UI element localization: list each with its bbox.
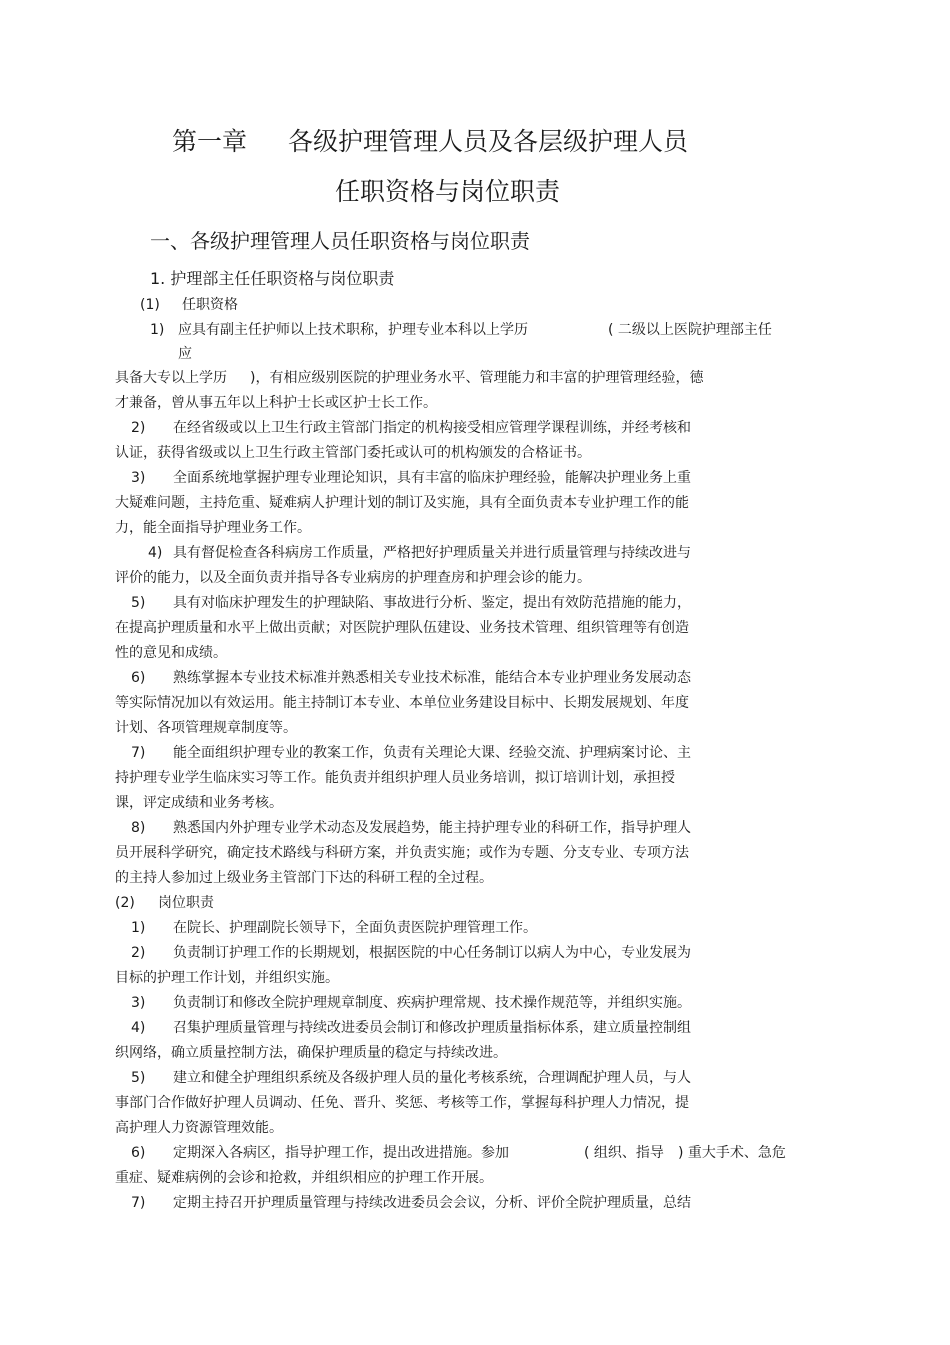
item-line: 能全面组织护理专业的教案工作，负责有关理论大课、经验交流、护理病案讨论、主	[173, 745, 691, 761]
item-line: 在提高护理质量和水平上做出贡献；对医院护理队伍建设、业务技术管理、组织管理等有创造	[115, 620, 689, 636]
item-line: 重症、疑难病例的会诊和抢救，并组织相应的护理工作开展。	[115, 1170, 493, 1186]
item-line: 等实际情况加以有效运用。能主持制订本专业、本单位业务建设目标中、长期发展规划、年度	[115, 695, 689, 711]
item-line: 计划、各项管理规章制度等。	[115, 720, 297, 736]
item-line: 全面系统地掌握护理专业理论知识，具有丰富的临床护理经验，能解决护理业务上重	[173, 470, 691, 486]
item-line: ) 重大手术、急危	[678, 1145, 786, 1161]
item-line: 在院长、护理副院长领导下，全面负责医院护理管理工作。	[173, 920, 537, 936]
item-line: 应具有副主任护师以上技术职称，护理专业本科以上学历	[178, 322, 528, 338]
part1-number: (1)	[140, 297, 160, 313]
item-number: 7)	[131, 1195, 146, 1211]
item-number: 7)	[131, 745, 146, 761]
chapter-title-line1: 各级护理管理人员及各层级护理人员	[288, 127, 689, 156]
item-line: ( 组织、指导	[584, 1145, 664, 1161]
item-line: 具备大专以上学历	[115, 370, 227, 386]
item-line: 应	[178, 346, 192, 362]
item-line: 认证，获得省级或以上卫生行政主管部门委托或认可的机构颁发的合格证书。	[115, 445, 591, 461]
item-number: 1)	[131, 920, 146, 936]
item-number: 4)	[148, 545, 163, 561]
chapter-title-line2: 任职资格与岗位职责	[335, 177, 561, 206]
item-number: 4)	[131, 1020, 146, 1036]
item-line: 事部门合作做好护理人员调动、任免、晋升、奖惩、考核等工作，掌握每科护理人力情况，提	[115, 1095, 689, 1111]
item-line: 定期主持召开护理质量管理与持续改进委员会会议，分析、评价全院护理质量，总结	[173, 1195, 691, 1211]
item-number: 3)	[131, 995, 146, 1011]
item-line: 的主持人参加过上级业务主管部门下达的科研工程的全过程。	[115, 870, 493, 886]
item-line: 在经省级或以上卫生行政主管部门指定的机构接受相应管理学课程训练，并经考核和	[173, 420, 691, 436]
item-line: 熟悉国内外护理专业学术动态及发展趋势，能主持护理专业的科研工作，指导护理人	[173, 820, 691, 836]
item-line: ( 二级以上医院护理部主任	[608, 322, 772, 338]
item-line: 大疑难问题，主持危重、疑难病人护理计划的制订及实施，具有全面负责本专业护理工作的能	[115, 495, 689, 511]
item-line: 织网络，确立质量控制方法，确保护理质量的稳定与持续改进。	[115, 1045, 507, 1061]
item-line: 员开展科学研究，确定技术路线与科研方案，并负责实施；或作为专题、分支专业、专项方法	[115, 845, 689, 861]
part2-number: (2)	[115, 895, 135, 911]
item-number: 2)	[131, 420, 146, 436]
item-line: 才兼备，曾从事五年以上科护士长或区护士长工作。	[115, 395, 437, 411]
section-heading: 一、各级护理管理人员任职资格与岗位职责	[150, 229, 530, 253]
item-line: 持护理专业学生临床实习等工作。能负责并组织护理人员业务培训，拟订培训计划，承担授	[115, 770, 675, 786]
item-line: 负责制订护理工作的长期规划，根据医院的中心任务制订以病人为中心，专业发展为	[173, 945, 691, 961]
item-number: 6)	[131, 670, 146, 686]
item-line: 力，能全面指导护理业务工作。	[115, 520, 311, 536]
item-line: )，有相应级别医院的护理业务水平、管理能力和丰富的护理管理经验，德	[250, 370, 704, 386]
item-number: 3)	[131, 470, 146, 486]
item-line: 负责制订和修改全院护理规章制度、疾病护理常规、技术操作规范等，并组织实施。	[173, 995, 691, 1011]
item-number: 2)	[131, 945, 146, 961]
item-number: 8)	[131, 820, 146, 836]
item-line: 熟练掌握本专业技术标准并熟悉相关专业技术标准，能结合本专业护理业务发展动态	[173, 670, 691, 686]
part2-label: 岗位职责	[158, 895, 214, 911]
item-number: 5)	[131, 595, 146, 611]
item-line: 定期深入各病区，指导护理工作，提出改进措施。参加	[173, 1145, 509, 1161]
item-line: 建立和健全护理组织系统及各级护理人员的量化考核系统，合理调配护理人员，与人	[173, 1070, 691, 1086]
item-number: 6)	[131, 1145, 146, 1161]
part1-label: 任职资格	[182, 297, 238, 313]
item-line: 评价的能力，以及全面负责并指导各专业病房的护理查房和护理会诊的能力。	[115, 570, 591, 586]
item-line: 具有督促检查各科病房工作质量，严格把好护理质量关并进行质量管理与持续改进与	[173, 545, 691, 561]
item-number: 5)	[131, 1070, 146, 1086]
item-line: 性的意见和成绩。	[115, 645, 227, 661]
item-line: 课，评定成绩和业务考核。	[115, 795, 283, 811]
item-line: 高护理人力资源管理效能。	[115, 1120, 283, 1136]
item-line: 具有对临床护理发生的护理缺陷、事故进行分析、鉴定，提出有效防范措施的能力，	[173, 595, 691, 611]
item-line: 召集护理质量管理与持续改进委员会制订和修改护理质量指标体系，建立质量控制组	[173, 1020, 691, 1036]
subsection-heading: 1. 护理部主任任职资格与岗位职责	[150, 269, 395, 288]
chapter-number: 第一章	[172, 127, 248, 156]
item-line: 目标的护理工作计划，并组织实施。	[115, 970, 339, 986]
item-number: 1)	[150, 322, 165, 338]
